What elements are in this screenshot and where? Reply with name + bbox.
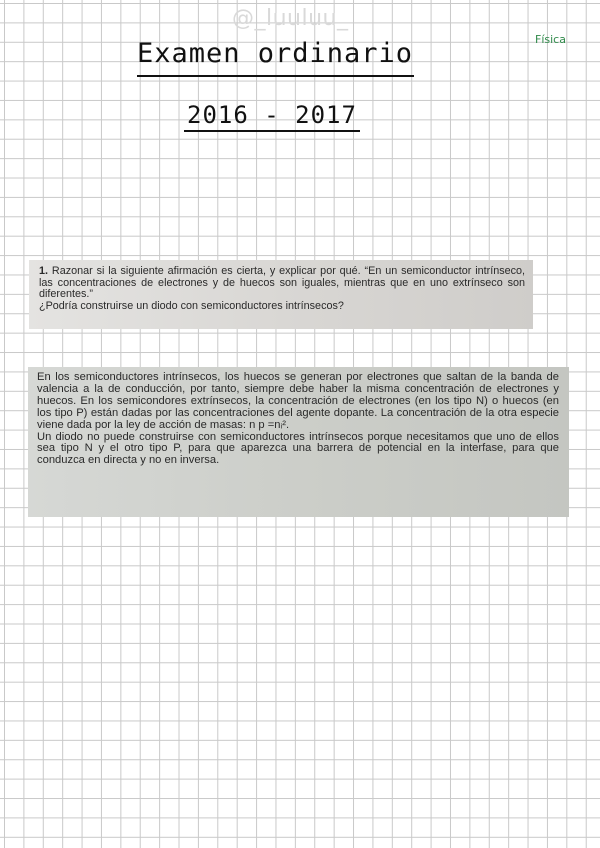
answer-paragraph-2: Un diodo no puede construirse con semiconductores intrínsecos porque necesitamos que uno de ellos sea tipo N y el otro tipo P, para que aparezca una barrera de potencial en la interfase, para que conduzca en directa y no en inversa. — [37, 430, 559, 467]
subject-label: Física — [535, 33, 566, 46]
question-number: 1. — [39, 265, 49, 277]
answer-card — [28, 367, 569, 517]
years-underline — [184, 130, 360, 132]
watermark: @_luuluu_ — [232, 6, 349, 31]
exam-years: 2016 - 2017 — [187, 101, 357, 129]
question-statement — [39, 266, 525, 301]
title-underline — [137, 75, 414, 77]
answer-paragraph-1: En los semiconductores intrínsecos, los huecos se generan por electrones que saltan de la banda de valencia a la de conducción, por tanto, siempre debe haber la misma concentración de electrones y huecos. En los semicondores extrínsecos, la concentración de electrones (en los tipo N) o huecos (en los tipo P) están dadas por las concentraciones del agente dopante. La concentración de la otra especie viene dada por la ley de acción de masas: n p =nᵢ². — [37, 371, 559, 431]
question-subquestion: ¿Podría construirse un diodo con semiconductores intrínsecos? — [39, 299, 344, 312]
question-card — [29, 260, 533, 329]
page-title: Examen ordinario — [136, 38, 414, 69]
question-text: Razonar si la siguiente afirmación es cierta, y explicar por qué. “En un semiconductor intrínseco, las concentraciones de electrones y de huecos son iguales, mientras que en uno extrínseco son diferentes.” — [39, 265, 525, 301]
